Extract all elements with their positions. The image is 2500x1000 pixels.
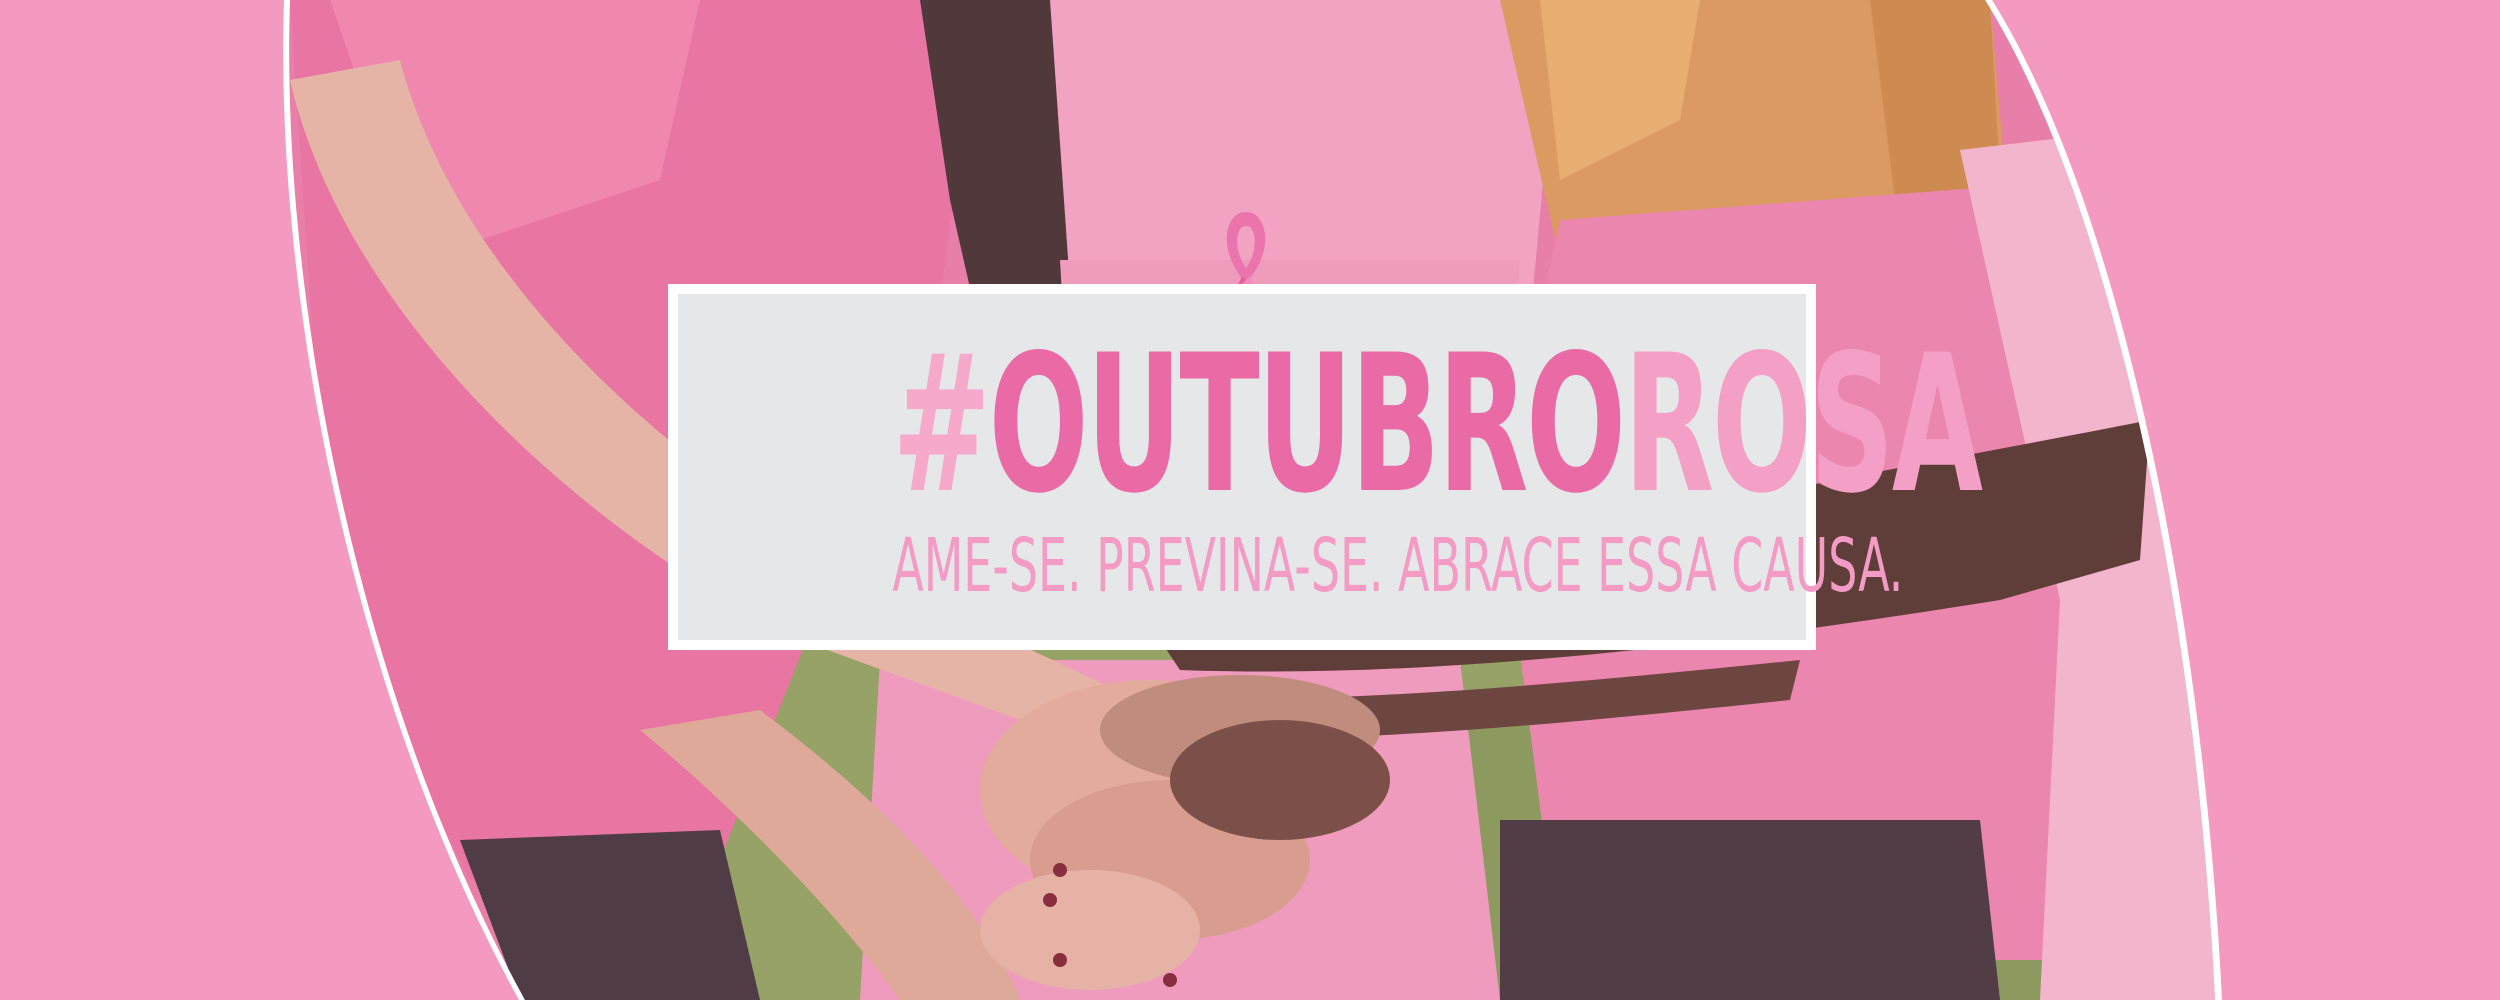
campaign-tagline: AME-SE. PREVINA-SE. ABRACE ESSA CAUSA.: [892, 523, 1904, 609]
campaign-card: [668, 284, 1981, 650]
campaign-hashtag: [892, 314, 1981, 535]
hashtag-symbol: #: [892, 314, 989, 535]
hashtag-word-rosa: ROSA: [1623, 314, 1981, 535]
hashtag-word-outubro: OUTUBRO: [988, 314, 1624, 535]
